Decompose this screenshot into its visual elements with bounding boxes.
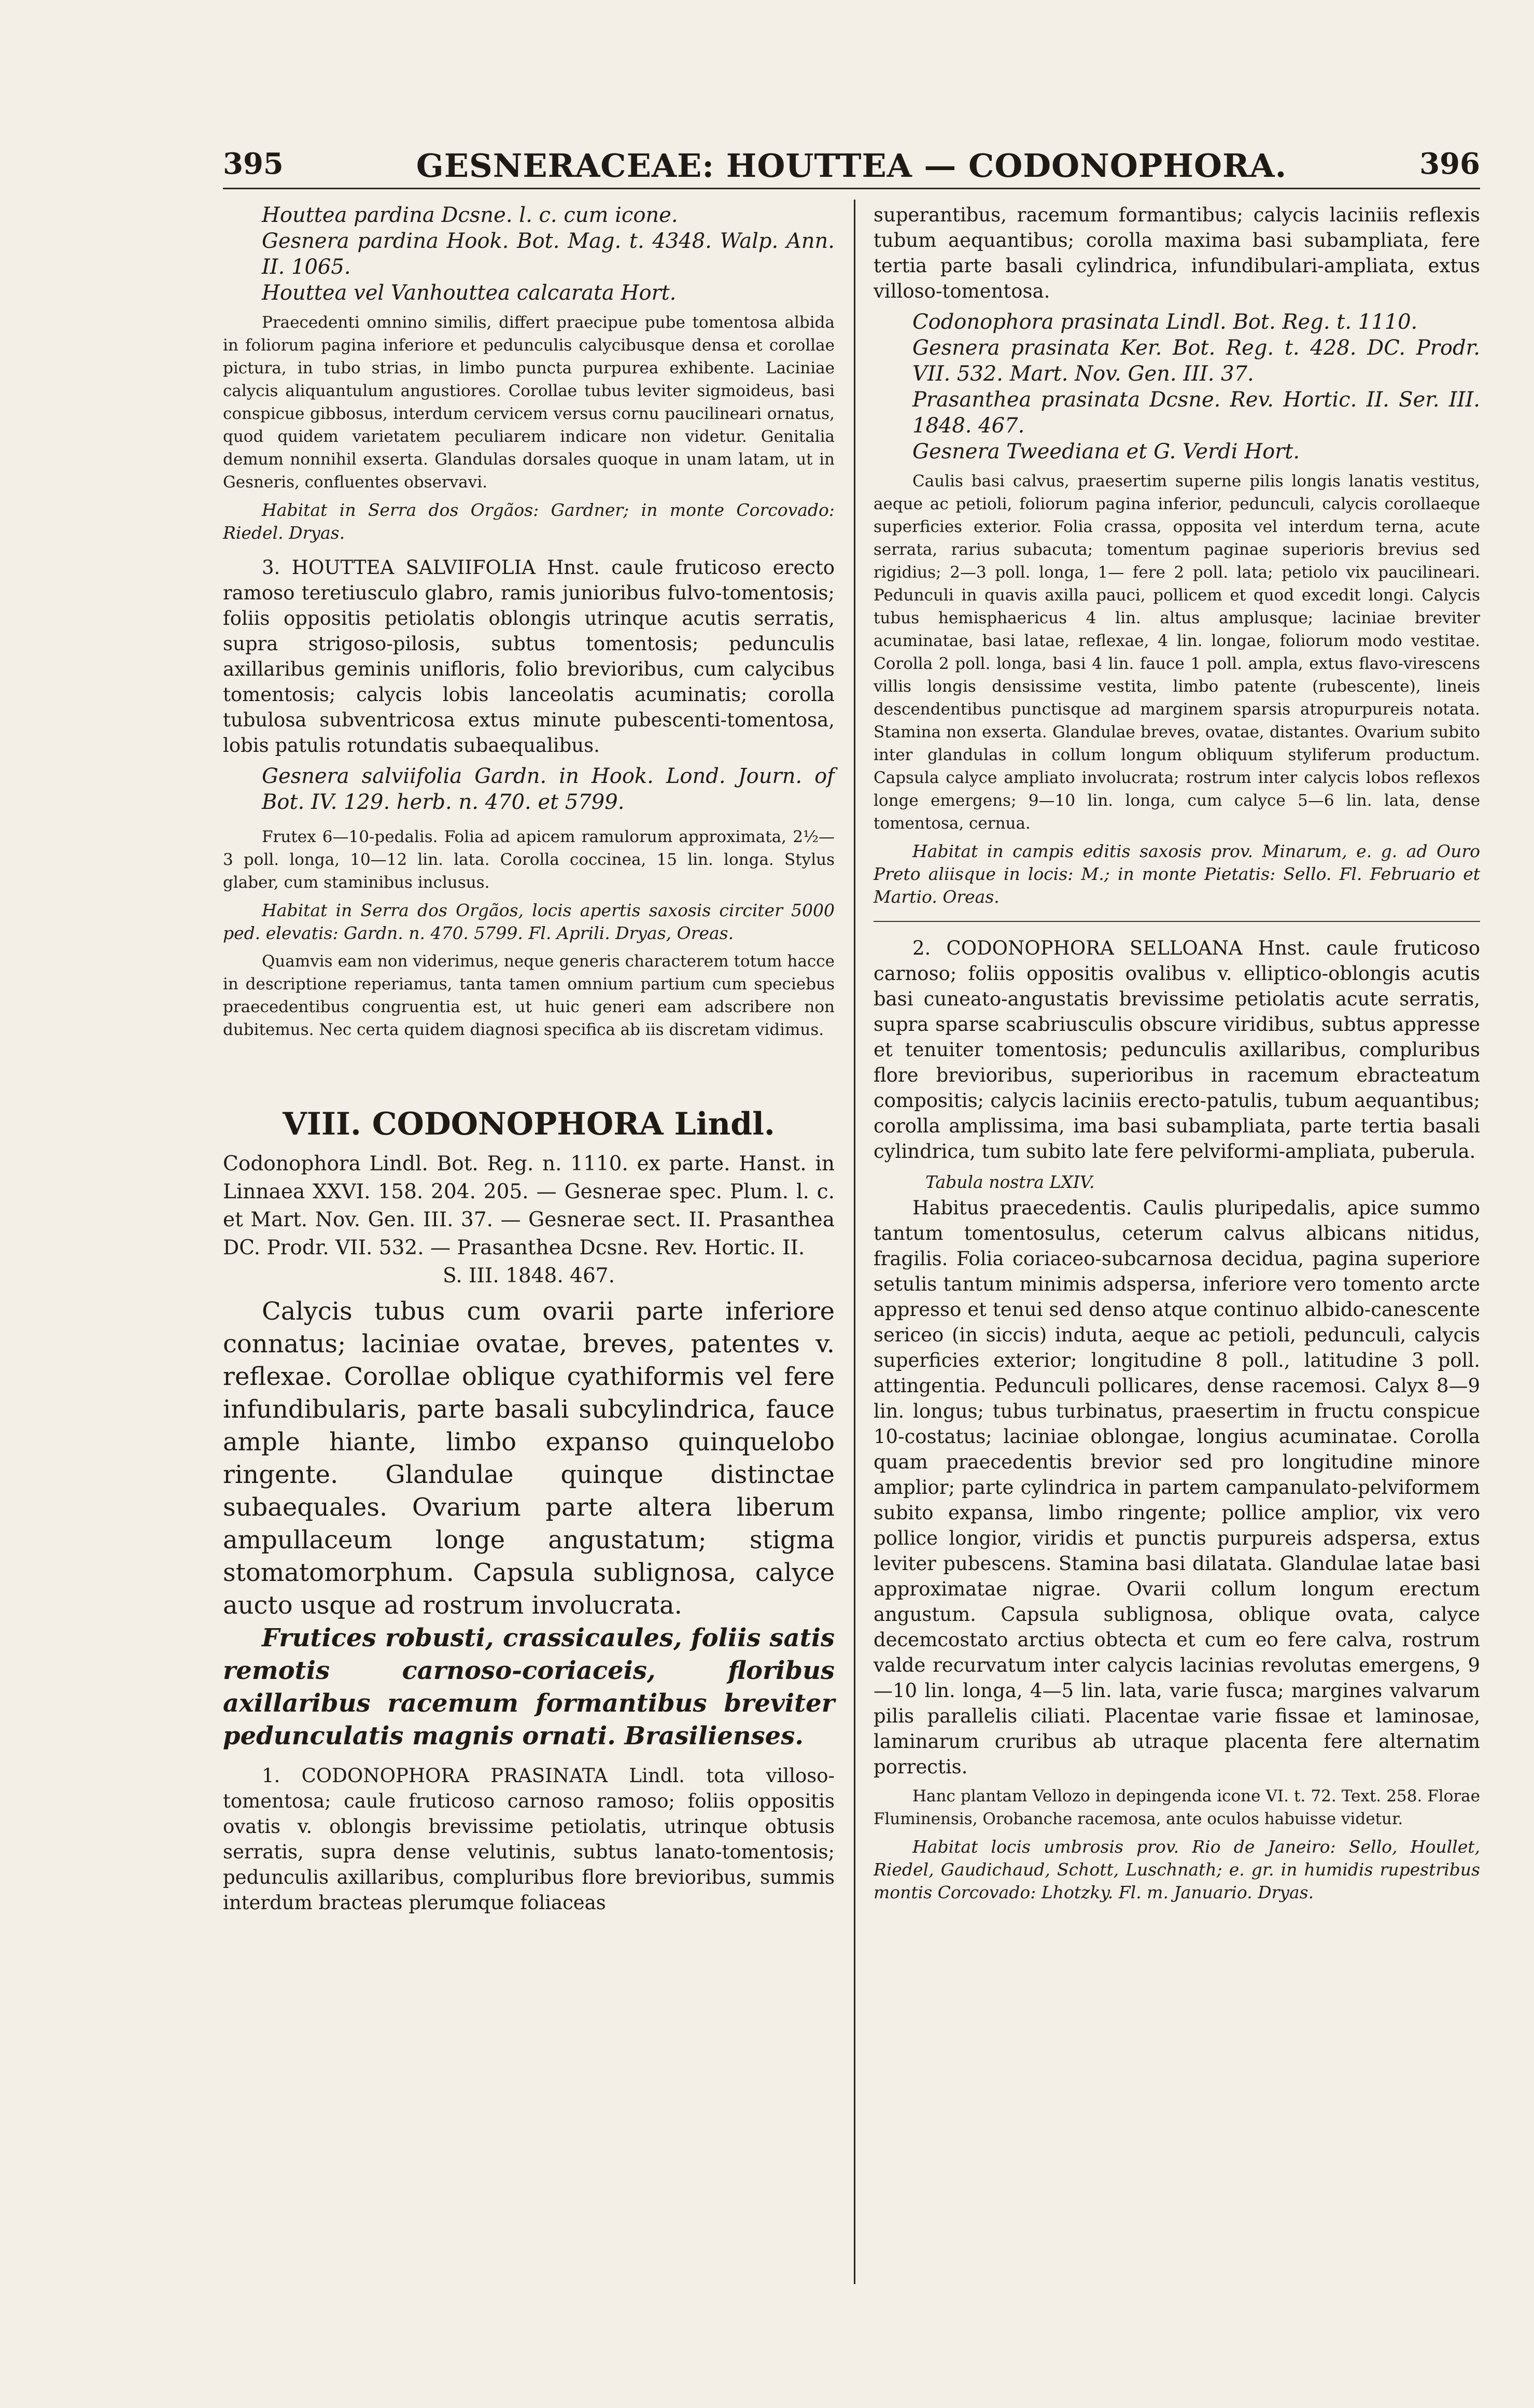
synonym: Gesnera pardina Hook. Bot. Mag. t. 4348. Walp. Ann. II. 1065. (262, 229, 835, 279)
synonym: Houttea vel Vanhouttea calcarata Hort. (262, 281, 677, 305)
note: Hanc plantam Vellozo in depingenda icone VI. t. 72. Text. 258. Florae Fluminensis, Orobanche racemosa, ante oculos habuisse videtur. (874, 1787, 1480, 1828)
habitat: Habitat in Serra dos Orgãos, locis apertis saxosis circiter 5000 ped. elevatis: Gardn. n. 470. 5799. Fl. Aprili. Dryas, Oreas. (223, 900, 835, 943)
synonym: Gesnera prasinata Ker. Bot. Reg. t. 428. DC. Prodr. VII. 532. Mart. Nov. Gen. III. 37. (912, 336, 1480, 386)
column-divider (854, 200, 855, 2284)
running-title: GESNERACEAE: HOUTTEA — CODONOPHORA. (416, 147, 1287, 185)
blank-space (223, 1041, 835, 1103)
synonym: Gesnera salviifolia Gardn. in Hook. Lond. Journ. of Bot. IV. 129. herb. n. 470. et 5799. (262, 764, 835, 814)
running-header (223, 147, 1480, 188)
species-diagnosis: 2. CODONOPHORA SELLOANA Hnst. caule fruticoso carnoso; foliis oppositis ovalibus v. elliptico-oblongis acutis basi cuneato-angustatis brevissime petiolatis acute serratis, supra sparse scabriusculis obscure viridibus, subtus appresse et tenuiter tomentosis; pedunculis axillaribus, compluribus flore brevioribus, superioribus in racemum ebracteatum compositis; calycis laciniis erecto-patulis, tubum aequantibus; corolla amplissima, ima basi subampliata, parte tertia basali cylindrica, tum subito late fere pelviformi-ampliata, puberula. (874, 937, 1480, 1163)
species-diagnosis: 1. CODONOPHORA PRASINATA Lindl. tota villoso-tomentosa; caule fruticoso carnoso ramoso; foliis oppositis ovatis v. oblongis brevissime petiolatis, utrinque obtusis serratis, supra dense velutinis, subtus lanato-tomentosis; pedunculis axillaribus, compluribus flore brevioribus, summis interdum bracteas plerumque foliaceas (223, 1765, 835, 1914)
description: Frutex 6—10-pedalis. Folia ad apicem ramulorum approximata, 2½—3 poll. longa, 10—12 lin. lata. Corolla coccinea, 15 lin. longa. Stylus glaber, cum staminibus inclusus. (223, 828, 835, 892)
genus-title: VIII. CODONOPHORA Lindl. (283, 1106, 775, 1142)
habitat: Habitat in campis editis saxosis prov. Minarum, e. g. ad Ouro Preto aliisque in locis: M.; in monte Pietatis: Sello. Fl. Februario et Martio. Oreas. (874, 841, 1480, 907)
habitat: Habitat locis umbrosis prov. Rio de Janeiro: Sello, Houllet, Riedel, Gaudichaud, Schott, Luschnath; e. gr. in humidis rupestribus montis Corcovado: Lhotzky. Fl. m. Januario. Dryas. (874, 1837, 1480, 1902)
species-diagnosis: 3. HOUTTEA SALVIIFOLIA Hnst. caule fruticoso erecto ramoso teretiusculo glabro, ramis junioribus fulvo-tomentosis; foliis oppositis petiolatis oblongis utrinque acutis serratis, supra strigoso-pilosis, subtus tomentosis; pedunculis axillaribus geminis unifloris, folio brevioribus, cum calycibus tomentosis; calycis lobis lanceolatis acuminatis; corolla tubulosa subventricosa extus minute pubescenti-tomentosa, lobis patulis rotundatis subaequalibus. (223, 556, 835, 757)
synonym: Prasanthea prasinata Dcsne. Rev. Hortic. II. Ser. III. 1848. 467. (912, 388, 1480, 438)
genus-habit: Frutices robusti, crassicaules, foliis satis remotis carnoso-coriaceis, floribus axillaribus racemum formantibus breviter pedunculatis magnis ornati. Brasilienses. (223, 1623, 835, 1751)
remark: Quamvis eam non viderimus, neque generis characterem totum hacce in descriptione reperiamus, tanta tamen omnium partium cum speciebus praecedentibus congruentia est, ut huic generi eam adscribere non dubitemus. Nec certa quidem diagnosi specifica ab iis discretam vidimus. (223, 952, 835, 1039)
header-rule (223, 188, 1480, 189)
genus-description: Calycis tubus cum ovarii parte inferiore connatus; laciniae ovatae, breves, patentes v. reflexae. Corollae oblique cyathiformis vel fere infundibularis, parte basali subcylindrica, fauce ample hiante, limbo expanso quinquelobo ringente. Glandulae quinque distinctae subaequales. Ovarium parte altera liberum ampullaceum longe angustatum; stigma stomatomorphum. Capsula sublignosa, calyce aucto usque ad rostrum involucrata. (223, 1297, 835, 1620)
genus-synonymy: Codonophora Lindl. Bot. Reg. n. 1110. ex parte. Hanst. in Linnaea XXVI. 158. 204. 205. — Gesnerae spec. Plum. l. c. et Mart. Nov. Gen. III. 37. — Gesnerae sect. II. Prasanthea DC. Prodr. VII. 532. — Prasanthea Dcsne. Rev. Hortic. II. (223, 1152, 835, 1259)
plate-reference: Tabula nostra LXIV. (925, 1172, 1095, 1192)
description: Caulis basi calvus, praesertim superne pilis longis lanatis vestitus, aeque ac petioli, foliorum pagina inferior, pedunculi, calycis corollaeque superficies exterior. Folia crassa, opposita vel interdum terna, acute serrata, rarius subacuta; tomentum paginae superioris brevius sed rigidius; 2—3 poll. longa, 1— fere 2 poll. lata; petiolo vix paucilineari. Pedunculi in quavis axilla pauci, pollicem et quod excedit longi. Calycis tubus hemisphaericus 4 lin. altus amplusque; laciniae breviter acuminatae, basi latae, reflexae, 4 lin. longae, foliorum modo vestitae. Corolla 2 poll. longa, basi 4 lin. fauce 1 poll. ampla, extus flavo-virescens villis longis densissime vestita, limbo patente (rubescente), lineis descendentibus punctisque ad marginem sparsis atropurpureis notata. Stamina non exserta. Glandulae breves, ovatae, distantes. Ovarium subito inter glandulas in collum longum obliquum styliferum productum. Capsula calyce ampliato involucrata; rostrum inter calycis lobos reflexos longe emergens; 9—10 lin. longa, cum calyce 5—6 lin. lata, dense tomentosa, cernua. (874, 472, 1480, 833)
right-column (874, 202, 1480, 1904)
genus-synonymy-end: S. III. 1848. 467. (442, 1264, 615, 1287)
synonym: Houttea pardina Dcsne. l. c. cum icone. (262, 203, 678, 227)
continued-diagnosis: superantibus, racemum formantibus; calycis laciniis reflexis tubum aequantibus; corolla maxima basi subampliata, fere tertia parte basali cylindrica, infundibulari-ampliata, extus villoso-tomentosa. (874, 204, 1480, 302)
description: Habitus praecedentis. Caulis pluripedalis, apice summo tantum tomentosulus, ceterum calvus albicans nitidus, fragilis. Folia coriaceo-subcarnosa decidua, pagina superiore setulis tantum minimis adspersa, inferiore vero tomento arcte appresso et tenui sed denso atque continuo albido-canescente sericeo (in siccis) induta, aeque ac petioli, pedunculi, calycis superficies exterior; longitudine 8 poll., latitudine 3 poll. attingentia. Pedunculi pollicares, dense racemosi. Calyx 8—9 lin. longus; tubus turbinatus, praesertim in fructu conspicue 10-costatus; laciniae oblongae, longius acuminatae. Corolla quam praecedentis brevior sed pro longitudine minore amplior; parte cylindrica in partem campanulato-pelviformem subito expansa, limbo ringente; pollice amplior, vix vero pollice longior, viridis et punctis purpureis adspersa, extus leviter pubescens. Stamina basi dilatata. Glandulae latae basi approximatae nigrae. Ovarii collum longum erectum angustum. Capsula sublignosa, oblique ovata, calyce decemcostato arctius obtecta et cum eo fere calva, rostrum valde recurvatum inter calycis lacinias revolutas emergens, 9—10 lin. longa, 4—5 lin. lata, varie fusca; margines valvarum pilis parallelis ciliati. Placentae varie fissae et laminosae, laminarum cruribus ab utraque placenta fere alternatim porrectis. (874, 1197, 1480, 1778)
habitat: Habitat in Serra dos Orgãos: Gardner; in monte Corcovado: Riedel. Dryas. (223, 500, 835, 543)
right-page-number: 396 (1419, 147, 1480, 181)
synonym: Gesnera Tweediana et G. Verdi Hort. (912, 440, 1300, 464)
synonym: Codonophora prasinata Lindl. Bot. Reg. t. 1110. (912, 310, 1418, 334)
description: Praecedenti omnino similis, differt praecipue pube tomentosa albida in foliorum pagina inferiore et pedunculis calycibusque densa et corollae pictura, in tubo strias, in limbo puncta purpurea exhibente. Laciniae calycis aliquantulum angustiores. Corollae tubus leviter sigmoideus, basi conspicue gibbosus, interdum cervicem versus cornu paucilineari ornatus, quod quidem varietatem peculiarem indicare non videtur. Genitalia demum nonnihil exserta. Glandulas dorsales quoque in unam latam, ut in Gesneris, confluentes observavi. (223, 313, 835, 492)
section-separator (874, 921, 1480, 922)
left-column (223, 202, 835, 1915)
left-page-number: 395 (223, 147, 284, 181)
